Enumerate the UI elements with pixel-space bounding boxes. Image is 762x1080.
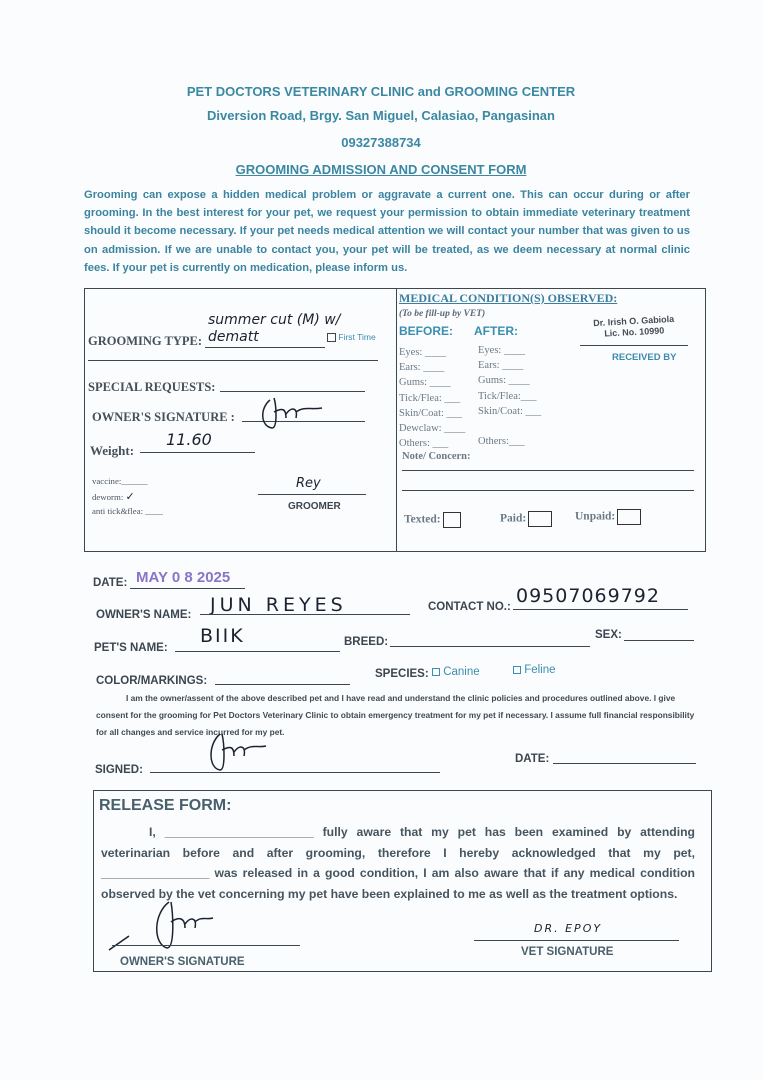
feline-option[interactable]: [513, 664, 556, 676]
release-body: I, ______________________ fully aware that my pet has been examined by attending veterinarian before and after grooming, therefore I hereby acknowledged that my pet, ________________ was released in a good condition, I am also aware that if any medical condition observed by the vet concerning my pet have been explained to me as well as the treatment options.: [101, 825, 695, 901]
owner-signature-label: OWNER'S SIGNATURE :: [92, 410, 235, 424]
weight-value[interactable]: 11.60: [166, 430, 212, 449]
note-line-1[interactable]: [402, 470, 694, 471]
signed-line[interactable]: [150, 772, 440, 773]
first-time-label: First Time: [338, 332, 376, 342]
pet-name-value[interactable]: BIIK: [200, 625, 245, 647]
groomer-label: GROOMER: [288, 501, 341, 512]
consent-date-label: DATE:: [515, 753, 550, 765]
grooming-type-label: GROOMING TYPE:: [88, 334, 203, 348]
after-conditions: [478, 343, 541, 449]
note-label: Note/ Concern:: [402, 451, 471, 462]
release-owner-line[interactable]: [112, 945, 300, 946]
after-skincoat[interactable]: Skin/Coat: ___: [478, 405, 542, 417]
clinic-phone: 09327388734: [341, 135, 421, 150]
box-divider: [396, 288, 397, 552]
owner-name-line: [200, 614, 410, 615]
paid-field[interactable]: [500, 511, 552, 527]
groomer-name[interactable]: Rey: [296, 476, 321, 491]
release-title: RELEASE FORM:: [99, 797, 232, 814]
color-line[interactable]: [215, 684, 350, 685]
unpaid-checkbox[interactable]: [617, 509, 641, 525]
canine-label: Canine: [443, 666, 480, 678]
clinic-name: PET DOCTORS VETERINARY CLINIC and GROOMING CENTER: [186, 84, 576, 99]
intro-paragraph: Grooming can expose a hidden medical problem or aggravate a current one. This can occur during or after grooming. In the best interest for your pet, we request your permission to obtain immediate veterinary treatment should it become necessary. If your pet needs medical attention we will contact your number that was given to us on admission. If we are unable to contact you, your pet will be treated, as we deem necessary at normal clinic fees. If your pet is currently on medication, please inform us.: [84, 189, 690, 274]
owner-name-value[interactable]: JUN REYES: [210, 594, 347, 616]
texted-label: Texted:: [404, 513, 441, 526]
before-eyes[interactable]: Eyes: ____: [399, 347, 446, 358]
after-gums[interactable]: Gums: ____: [478, 375, 530, 387]
note-line-2[interactable]: [402, 490, 694, 491]
owner-name-label: OWNER'S NAME:: [96, 609, 192, 621]
grooming-type-value[interactable]: summer cut (M) w/ dematt: [208, 312, 341, 345]
grooming-type-line: [205, 347, 325, 348]
antitick-field[interactable]: anti tick&flea: ____: [92, 506, 163, 516]
after-eyes[interactable]: Eyes: ____: [478, 345, 525, 356]
signed-label: SIGNED:: [95, 764, 143, 776]
vet-stamp-name: Dr. Irish O. Gabiola: [592, 313, 675, 329]
unpaid-label: Unpaid:: [575, 510, 616, 523]
texted-field[interactable]: [404, 512, 461, 528]
texted-checkbox[interactable]: [443, 512, 461, 528]
medical-title: MEDICAL CONDITION(S) OBSERVED:: [399, 291, 618, 305]
deworm-check: ✓: [125, 490, 135, 503]
breed-line[interactable]: [390, 646, 590, 647]
before-dewclaw[interactable]: Dewclaw: ____: [399, 423, 466, 435]
vet-name[interactable]: DR. EPOY: [534, 922, 603, 935]
paid-checkbox[interactable]: [528, 511, 552, 527]
grooming-type-line-2: [88, 360, 378, 361]
form-title: GROOMING ADMISSION AND CONSENT FORM: [235, 162, 527, 177]
unpaid-field[interactable]: [575, 509, 641, 525]
medical-subtitle: (To be fill-up by VET): [399, 309, 486, 319]
deworm-field[interactable]: [92, 490, 135, 503]
sex-line[interactable]: [624, 640, 694, 641]
before-gums[interactable]: Gums: ____: [399, 377, 451, 389]
before-tickflea[interactable]: Tick/Flea: ___: [399, 392, 461, 404]
vet-stamp-license: Lic. No. 10990: [604, 325, 665, 339]
pet-name-label: PET'S NAME:: [94, 642, 168, 654]
date-stamp[interactable]: MAY 0 8 2025: [136, 569, 231, 586]
consent-date-line[interactable]: [553, 763, 696, 764]
consent-signature-mark: [204, 730, 268, 776]
special-requests-line: [220, 391, 365, 392]
before-others[interactable]: Others: ___: [399, 438, 449, 450]
after-label: AFTER:: [474, 324, 518, 338]
after-others[interactable]: Others:___: [478, 436, 525, 448]
paid-label: Paid:: [500, 512, 527, 525]
sex-label: SEX:: [595, 629, 622, 641]
owner-signature-mark: [256, 394, 326, 436]
first-time-option[interactable]: [327, 332, 376, 342]
received-by-line[interactable]: [580, 345, 688, 346]
vet-signature-line[interactable]: [474, 940, 679, 941]
contact-value[interactable]: 09507069792: [516, 585, 660, 607]
received-by-label: RECEIVED BY: [612, 352, 677, 363]
before-ears[interactable]: Ears: ____: [399, 362, 445, 374]
vaccine-field[interactable]: vaccine:______: [92, 476, 148, 486]
before-conditions: [399, 345, 465, 451]
date-label: DATE:: [93, 577, 128, 589]
special-requests-label: SPECIAL REQUESTS:: [88, 380, 216, 394]
pet-name-line: [175, 651, 340, 652]
color-label: COLOR/MARKINGS:: [96, 675, 208, 687]
date-line: [130, 588, 245, 589]
contact-no-label: CONTACT NO.:: [428, 601, 511, 613]
canine-option[interactable]: [432, 666, 480, 678]
after-ears[interactable]: Ears: ____: [478, 360, 524, 372]
before-label: BEFORE:: [399, 324, 453, 338]
clinic-address: Diversion Road, Brgy. San Miguel, Calasiao, Pangasinan: [207, 108, 555, 123]
groomer-line: [258, 494, 366, 495]
weight-line: [140, 452, 255, 453]
vet-signature-label: VET SIGNATURE: [521, 946, 614, 958]
breed-label: BREED:: [344, 636, 389, 648]
after-tickflea[interactable]: Tick/Flea:___: [478, 390, 537, 402]
consent-text: I am the owner/assent of the above described pet and I have read and understand the clinic policies and procedures outlined above. I give consent for the grooming for Pet Doctors Veterinary Clinic to obtain emergency treatment for my pet if necessary. I assume full financial responsibility for all changes and service incurred for my pet.: [96, 693, 695, 737]
feline-label: Feline: [524, 664, 556, 676]
species-label: SPECIES:: [375, 668, 429, 680]
release-owner-signature-label: OWNER'S SIGNATURE: [120, 956, 245, 968]
weight-label: Weight:: [90, 443, 135, 458]
before-skincoat[interactable]: Skin/Coat: ___: [399, 407, 463, 419]
contact-line: [513, 609, 688, 610]
after-spacer: [478, 419, 541, 434]
deworm-label: deworm:: [92, 492, 124, 502]
